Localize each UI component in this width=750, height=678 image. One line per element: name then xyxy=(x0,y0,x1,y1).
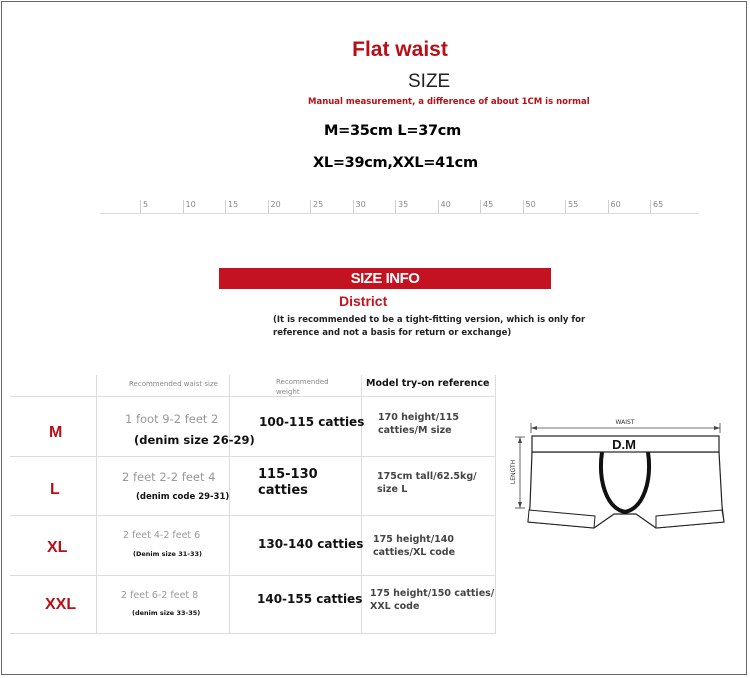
table-divider xyxy=(229,375,230,633)
denim-size: (Denim size 31-33) xyxy=(133,550,202,558)
weight-range: 115-130 catties xyxy=(258,467,318,498)
ruler-tick xyxy=(183,200,184,213)
size-label: XL xyxy=(47,539,68,556)
denim-size: (denim size 26-29) xyxy=(134,433,255,447)
table-divider xyxy=(10,633,496,634)
weight-range: 140-155 catties xyxy=(257,592,363,606)
ruler-tick xyxy=(225,200,226,213)
table-divider xyxy=(10,456,496,457)
measurement-note: Manual measurement, a difference of about 1CM is normal xyxy=(308,97,590,107)
header-waist: Recommended waist size xyxy=(129,380,218,388)
ruler-tick xyxy=(268,200,269,213)
ruler-tick-label: 5 xyxy=(143,200,149,209)
ruler-tick xyxy=(310,200,311,213)
size-label: XXL xyxy=(45,596,77,613)
page-title: Flat waist xyxy=(352,38,448,61)
ruler-tick-label: 55 xyxy=(568,200,579,209)
model-reference: 170 height/115 catties/M size xyxy=(378,412,460,436)
table-divider xyxy=(10,396,496,397)
weight-range: 100-115 catties xyxy=(259,415,365,429)
ruler-tick xyxy=(353,200,354,213)
header-model: Model try-on reference xyxy=(366,378,490,389)
ruler-tick-label: 15 xyxy=(228,200,239,209)
waist-label: WAIST xyxy=(615,419,635,426)
measurement-line-1: M=35cm L=37cm xyxy=(324,123,461,139)
waist-range: 1 foot 9-2 feet 2 xyxy=(125,412,219,426)
size-label: L xyxy=(50,481,60,498)
waist-range: 2 feet 2-2 feet 4 xyxy=(122,470,216,484)
denim-size: (denim code 29-31) xyxy=(136,492,230,502)
table-divider xyxy=(10,575,496,576)
ruler-tick-label: 60 xyxy=(610,200,621,209)
ruler-tick-label: 25 xyxy=(313,200,324,209)
ruler-tick xyxy=(650,200,651,213)
ruler-tick xyxy=(523,200,524,213)
ruler-tick xyxy=(438,200,439,213)
ruler-tick xyxy=(608,200,609,213)
ruler-tick-label: 50 xyxy=(525,200,536,209)
table-divider xyxy=(96,375,97,633)
size-info-banner: SIZE INFO xyxy=(219,268,551,289)
ruler-tick-label: 40 xyxy=(440,200,451,209)
header-weight: Recommended weight xyxy=(276,378,329,396)
ruler-tick-label: 30 xyxy=(355,200,366,209)
measurement-line-2: XL=39cm,XXL=41cm xyxy=(313,155,478,171)
ruler-tick xyxy=(480,200,481,213)
boxer-diagram xyxy=(506,410,742,544)
table-divider xyxy=(10,515,496,516)
boxer-shorts-illustration xyxy=(506,410,742,540)
waist-range: 2 feet 6-2 feet 8 xyxy=(121,590,199,601)
ruler-tick-label: 35 xyxy=(398,200,409,209)
ruler-tick xyxy=(140,200,141,213)
model-reference: 175 height/140 catties/XL code xyxy=(373,534,456,558)
ruler-tick xyxy=(565,200,566,213)
size-label: M xyxy=(49,424,63,441)
ruler-tick-label: 45 xyxy=(483,200,494,209)
length-label: LENGTH xyxy=(510,459,517,485)
model-reference: 175cm tall/62.5kg/ size L xyxy=(377,471,477,495)
district-label: District xyxy=(339,293,388,309)
ruler xyxy=(100,213,698,214)
ruler-tick-label: 65 xyxy=(653,200,664,209)
denim-size: (denim size 33-35) xyxy=(132,609,201,617)
size-heading: SIZE xyxy=(408,71,451,92)
recommendation-note: (It is recommended to be a tight-fitting version, which is only for reference and not a basis for return or exchange) xyxy=(273,315,586,338)
ruler-tick-label: 20 xyxy=(270,200,281,209)
waist-range: 2 feet 4-2 feet 6 xyxy=(123,530,201,541)
model-reference: 175 height/150 catties/ XXL code xyxy=(370,588,495,612)
ruler-tick xyxy=(395,200,396,213)
brand-logo: D.M xyxy=(612,437,636,452)
ruler-tick-label: 10 xyxy=(185,200,196,209)
weight-range: 130-140 catties xyxy=(258,537,364,551)
